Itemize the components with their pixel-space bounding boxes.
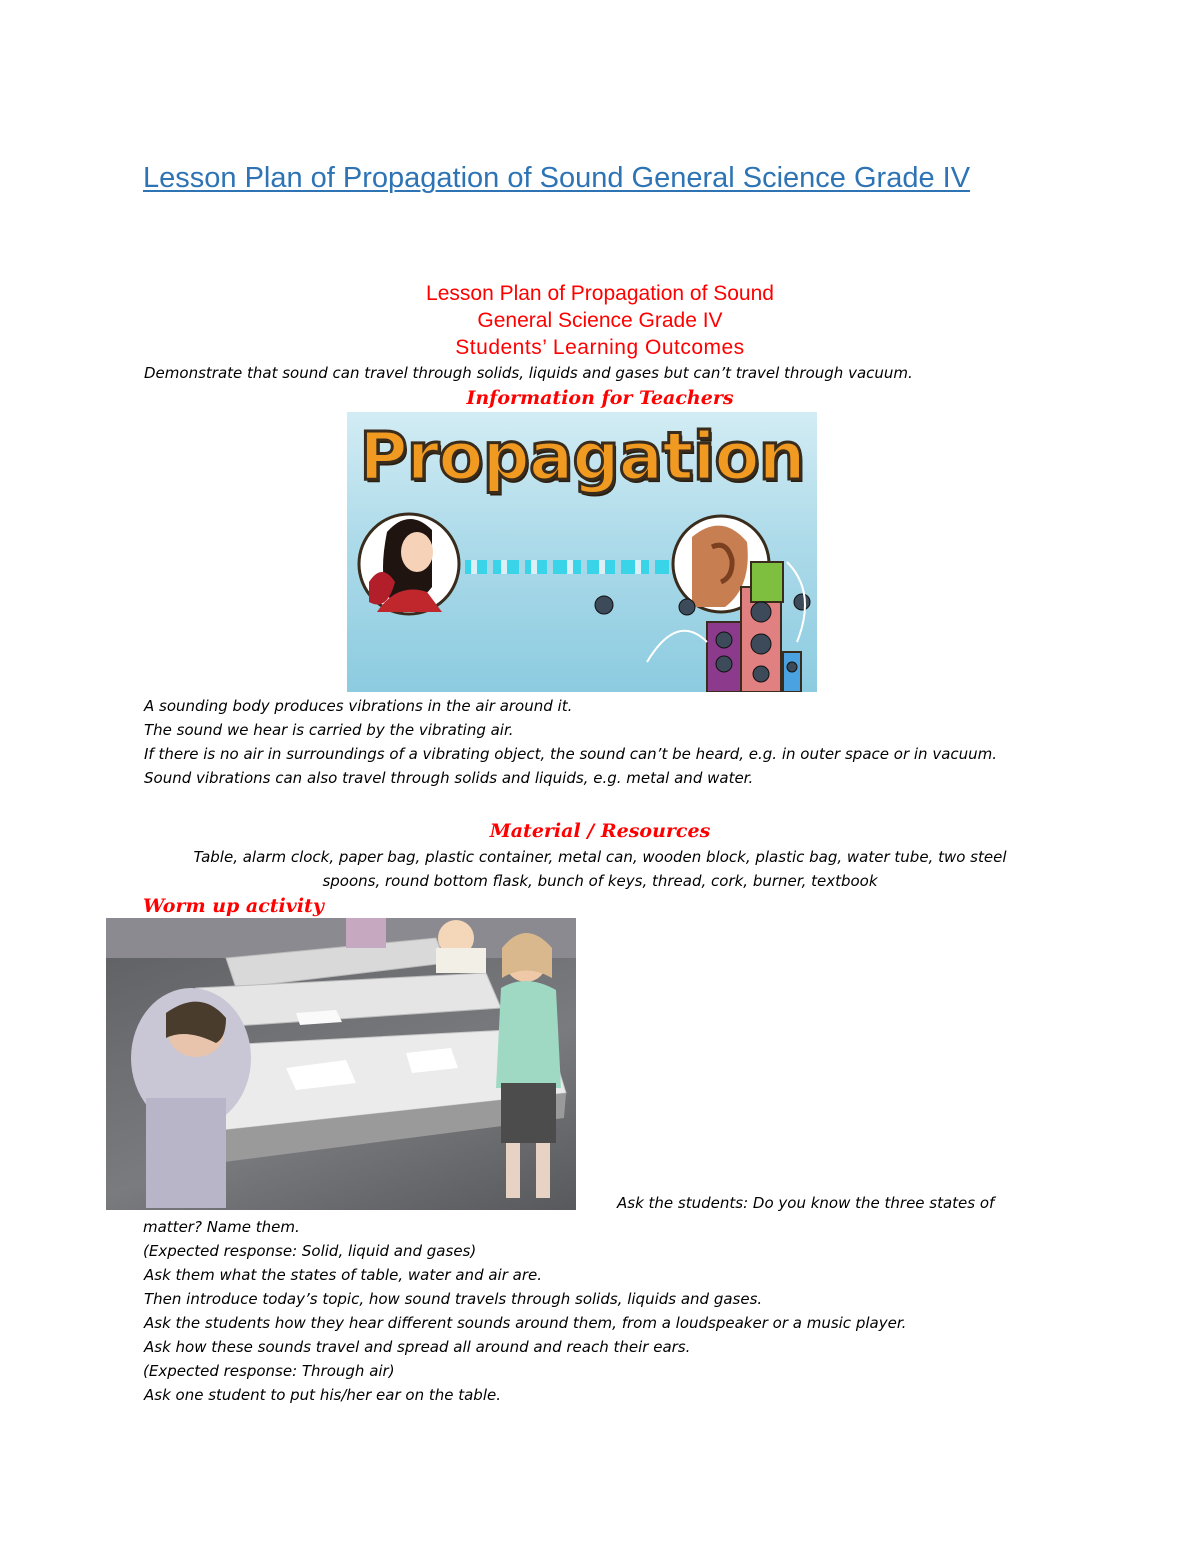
outcome-item [104, 364, 1104, 382]
warmup-question [577, 1194, 1077, 1212]
banner-artwork [347, 412, 817, 692]
warmup-point [104, 1338, 1104, 1356]
info-point [104, 697, 1104, 715]
classroom-photo [106, 918, 576, 1210]
info-point-text: The sound we hear is carried by the vibrating air. [144, 721, 514, 739]
warmup-point-text: Ask one student to put his/her ear on the table. [144, 1386, 501, 1404]
warmup-heading: Worm up activity [143, 895, 324, 917]
warmup-question-text: Ask the students: Do you know the three states of [617, 1194, 995, 1212]
outcomes-heading: Students’ Learning Outcomes [455, 336, 745, 359]
page-title: Lesson Plan of Propagation of Sound General Science Grade IV [143, 162, 971, 194]
info-point [104, 745, 1104, 763]
warmup-point [104, 1386, 1104, 1404]
subject-heading: General Science Grade IV [477, 309, 723, 332]
warmup-point [104, 1290, 1104, 1308]
materials-heading: Material / Resources [489, 820, 711, 842]
warmup-point-text: Ask the students how they hear different sounds around them, from a loudspeaker or a music player. [144, 1314, 907, 1332]
warmup-question-continued: matter? Name them. [143, 1218, 300, 1236]
info-heading: Information for Teachers [466, 387, 734, 409]
warmup-point-text: Ask them what the states of table, water and air are. [144, 1266, 543, 1284]
materials-line: spoons, round bottom flask, bunch of keys, thread, cork, burner, textbook [322, 872, 878, 890]
info-point-text: If there is no air in surroundings of a vibrating object, the sound can’t be heard, e.g. in outer space or in vacuum. [144, 745, 998, 763]
info-point [104, 769, 1104, 787]
expected-response: (Expected response: Solid, liquid and gases) [143, 1242, 477, 1260]
classroom-photo-art [106, 918, 576, 1210]
outcome-text: Demonstrate that sound can travel through solids, liquids and gases but can’t travel through vacuum. [144, 364, 913, 382]
banner-title: Propagation [359, 418, 805, 495]
warmup-point-text: Ask how these sounds travel and spread all around and reach their ears. [144, 1338, 691, 1356]
propagation-banner-image [347, 412, 817, 692]
expected-response: (Expected response: Through air) [143, 1362, 395, 1380]
info-point-text: Sound vibrations can also travel through solids and liquids, e.g. metal and water. [144, 769, 754, 787]
warmup-point-text: Then introduce today’s topic, how sound travels through solids, liquids and gases. [144, 1290, 763, 1308]
lesson-heading: Lesson Plan of Propagation of Sound [426, 282, 774, 305]
warmup-point [104, 1314, 1104, 1332]
info-point-text: A sounding body produces vibrations in the air around it. [144, 697, 573, 715]
warmup-point [104, 1266, 1104, 1284]
materials-line: Table, alarm clock, paper bag, plastic container, metal can, wooden block, plastic bag, water tube, two steel [193, 848, 1007, 866]
info-point [104, 721, 1104, 739]
